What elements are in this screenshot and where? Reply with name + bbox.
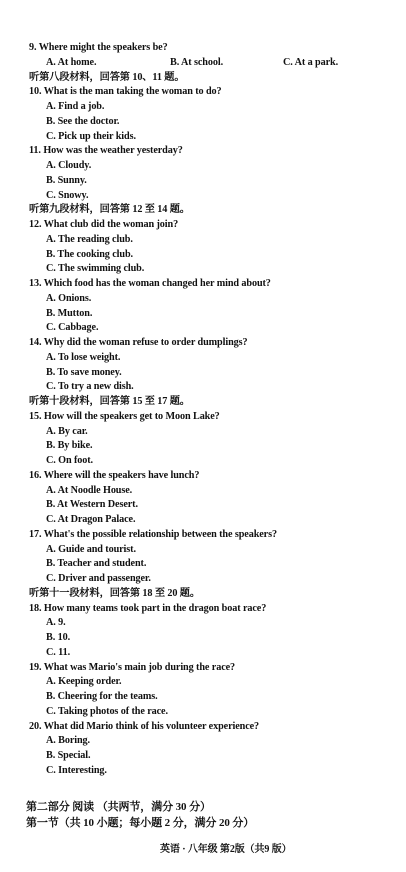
option-text: A. Find a job. bbox=[46, 101, 105, 112]
question-text: 18. How many teams took part in the dragon boat race? bbox=[29, 602, 267, 614]
question-text: 16. Where will the speakers have lunch? bbox=[29, 469, 200, 481]
option-text: B. See the doctor. bbox=[46, 115, 120, 127]
option-text: C. 11. bbox=[46, 646, 71, 658]
option-text: C. Interesting. bbox=[46, 764, 107, 776]
option-text: B. Sunny. bbox=[46, 174, 87, 186]
option-a: A. At home. bbox=[46, 56, 97, 68]
question-text: 11. How was the weather yesterday? bbox=[29, 145, 183, 157]
question-text: 19. What was Mario's main job during the race? bbox=[29, 661, 236, 673]
option-text: A. Cloudy. bbox=[46, 160, 92, 171]
option-text: A. By car. bbox=[46, 425, 88, 437]
question-text: 17. What's the possible relationship between the speakers? bbox=[29, 528, 277, 540]
option-text: A. The reading club. bbox=[46, 233, 133, 245]
section-instruction: 听第八段材料，回答第 10、11 题。 bbox=[29, 71, 185, 83]
option-b: B. At school. bbox=[170, 56, 224, 68]
option-text: A. Guide and tourist. bbox=[46, 543, 136, 555]
question-text: 15. How will the speakers get to Moon Lake? bbox=[29, 410, 220, 422]
option-text: B. The cooking club. bbox=[46, 248, 133, 260]
option-text: C. Pick up their kids. bbox=[46, 130, 136, 142]
option-c: C. At a park. bbox=[283, 56, 339, 68]
option-text: C. Cabbage. bbox=[46, 322, 99, 334]
option-text: B. By bike. bbox=[46, 440, 93, 452]
section-instruction: 听第十一段材料，回答第 18 至 20 题。 bbox=[29, 587, 200, 599]
option-text: B. Special. bbox=[46, 750, 91, 761]
question-text: 20. What did Mario think of his volunteer experience? bbox=[29, 720, 260, 732]
question-text: 10. What is the man taking the woman to do? bbox=[29, 86, 222, 98]
option-text: B. To save money. bbox=[46, 366, 122, 378]
option-text: C. The swimming club. bbox=[46, 263, 145, 275]
option-text: B. At Western Desert. bbox=[46, 499, 138, 511]
option-text: A. Keeping order. bbox=[46, 676, 122, 688]
option-text: A. Boring. bbox=[46, 735, 90, 747]
question-text: 13. Which food has the woman changed her mind about? bbox=[29, 278, 271, 289]
option-text: A. To lose weight. bbox=[46, 351, 121, 363]
option-text: B. Teacher and student. bbox=[46, 558, 147, 570]
option-text: C. To try a new dish. bbox=[46, 381, 134, 393]
section-instruction: 听第九段材料，回答第 12 至 14 题。 bbox=[29, 204, 190, 216]
option-text: A. 9. bbox=[46, 617, 66, 629]
question-text: 12. What club did the woman join? bbox=[29, 219, 179, 230]
question-text: 9. Where might the speakers be? bbox=[29, 42, 168, 53]
option-text: B. 10. bbox=[46, 632, 71, 643]
option-text: A. Onions. bbox=[46, 292, 92, 304]
option-text: C. Snowy. bbox=[46, 189, 89, 201]
option-text: A. At Noodle House. bbox=[46, 484, 133, 496]
section-instruction: 听第十段材料，回答第 15 至 17 题。 bbox=[29, 396, 190, 407]
part-two-title: 第二部分 阅读 （共两节，满分 30 分） bbox=[26, 801, 211, 813]
option-text: C. Taking photos of the race. bbox=[46, 705, 168, 717]
option-text: B. Mutton. bbox=[46, 307, 93, 319]
option-text: C. On foot. bbox=[46, 455, 94, 466]
option-text: C. Driver and passenger. bbox=[46, 573, 151, 584]
section-one-title: 第一节（共 10 小题；每小题 2 分，满分 20 分） bbox=[26, 817, 255, 829]
question-text: 14. Why did the woman refuse to order dumplings? bbox=[29, 337, 248, 348]
option-text: B. Cheering for the teams. bbox=[46, 691, 158, 702]
page-footer: 英语 · 八年级 第2版（共9 版） bbox=[160, 844, 292, 855]
option-text: C. At Dragon Palace. bbox=[46, 514, 136, 525]
